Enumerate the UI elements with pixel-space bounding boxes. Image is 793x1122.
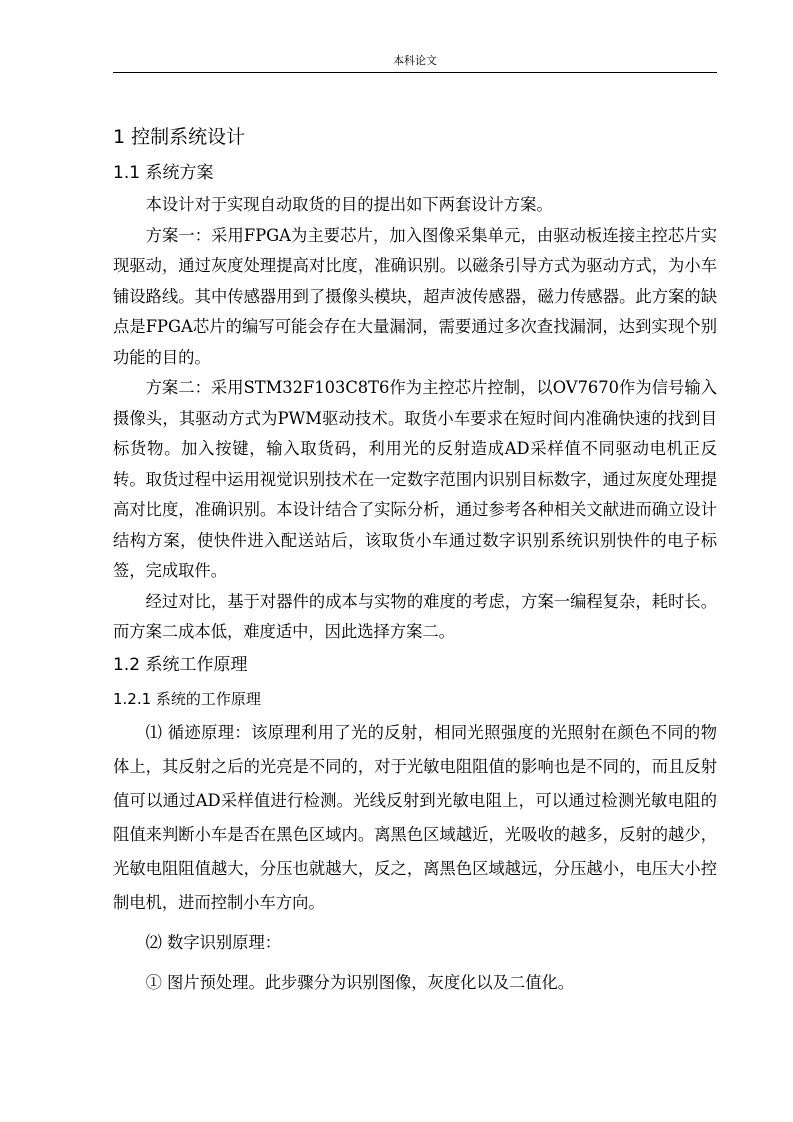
paragraph-intro: 本设计对于实现自动取货的目的提出如下两套设计方案。 (145, 195, 553, 214)
page-header: 本科论文 (393, 54, 437, 67)
document-body (113, 118, 717, 1000)
paragraph-scheme-one: 方案一：采用FPGA为主要芯片，加入图像采集单元，由驱动板连接主控芯片实现驱动，通过灰度处理提高对比度，准确识别。以磁条引导方式为驱动方式，为小车铺设路线。其中传感器用到了摄像头模块，超声波传感器，磁力传感器。此方案的缺点是FPGA芯片的编写可能会存在大量漏洞，需要通过多次查找漏洞，达到实现个别功能的目的。 (113, 225, 717, 367)
paragraph-tracking-principle: ⑴ 循迹原理：该原理利用了光的反射，相同光照强度的光照射在颜色不同的物体上，其反射之后的光亮是不同的，对于光敏电阻阻值的影响也是不同的，而且反射值可以通过AD采样值进行检测。光线反射到光敏电阻上，可以通过检测光敏电阻的阻值来判断小车是否在黑色区域内。离黑色区域越近，光吸收的越多，反射的越少，光敏电阻阻值越大，分压也就越大，反之，离黑色区域越远，分压越小，电压大小控制电机，进而控制小车方向。 (113, 722, 717, 912)
paragraph-digit-recognition: ⑵ 数字识别原理： (145, 932, 282, 952)
paragraph-preprocessing: ① 图片预处理。此步骤分为识别图像，灰度化以及二值化。 (145, 972, 575, 992)
paragraph-scheme-two: 方案二：采用STM32F103C8T6作为主控芯片控制，以OV7670作为信号输入摄像头，其驱动方式为PWM驱动技术。取货小车要求在短时间内准确快速的找到目标货物。加入按键，输入取货码，利用光的反射造成AD采样值不同驱动电机正反转。取货过程中运用视觉识别技术在一定数字范围内识别目标数字，通过灰度处理提高对比度，准确识别。本设计结合了实际分析，通过参考各种相关文献进而确立设计结构方案，使快件进入配送站后，该取货小车通过数字识别系统识别快件的电子标签，完成取件。 (113, 378, 717, 580)
chapter-heading: 1 控制系统设计 (113, 126, 246, 148)
subsection-heading-1-2-1: 1.2.1 系统的工作原理 (113, 689, 261, 708)
section-heading-1-1: 1.1 系统方案 (113, 163, 214, 183)
header-divider (113, 72, 717, 73)
paragraph-comparison: 经过对比，基于对器件的成本与实物的难度的考虑，方案一编程复杂，耗时长。而方案二成本低，难度适中，因此选择方案二。 (113, 591, 717, 641)
section-heading-1-2: 1.2 系统工作原理 (113, 654, 248, 675)
